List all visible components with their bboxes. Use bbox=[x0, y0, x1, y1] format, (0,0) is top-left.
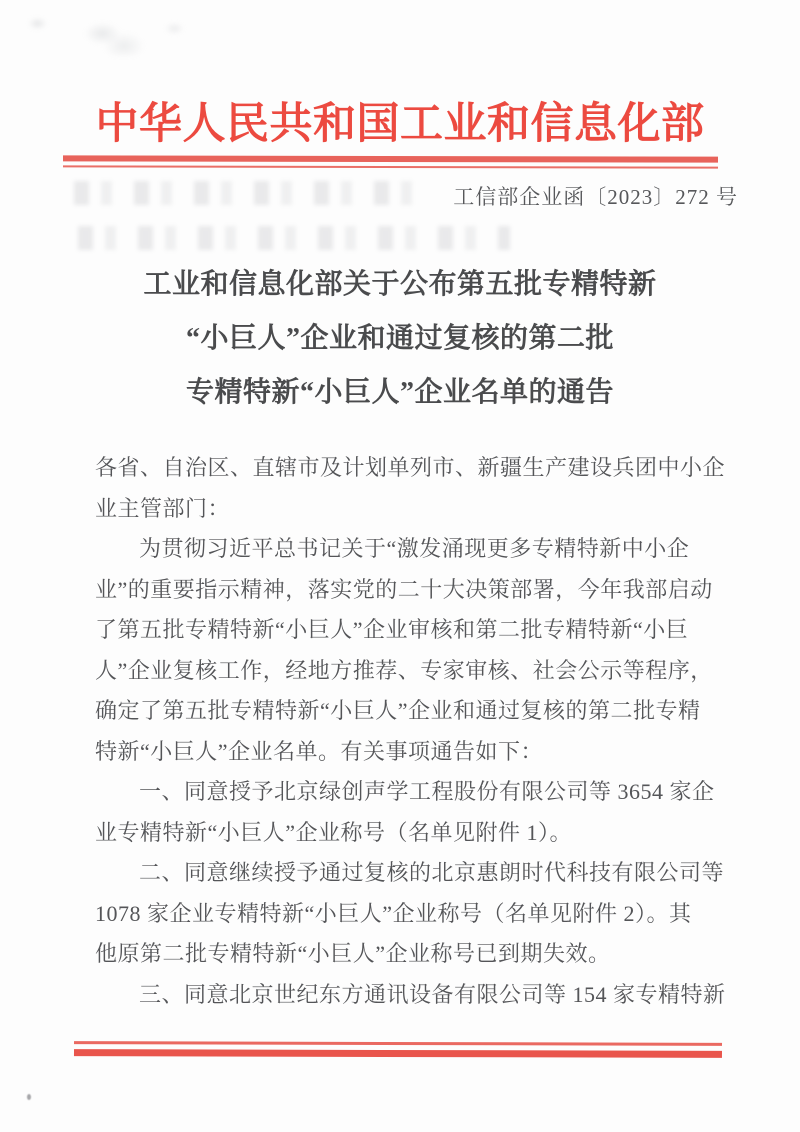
scan-speck-artifact bbox=[27, 1094, 31, 1100]
ministry-letterhead-title: 中华人民共和国工业和信息化部 bbox=[95, 101, 705, 148]
document-title bbox=[0, 258, 800, 420]
body-line: 特新“小巨人”企业名单。有关事项通告如下： bbox=[95, 738, 544, 764]
bleed-through-text-artifact bbox=[78, 226, 510, 250]
body-line: 三、同意北京世纪东方通讯设备有限公司等 154 家专精特新 bbox=[139, 981, 726, 1007]
bleed-through-text-artifact bbox=[74, 181, 420, 205]
body-line: 确定了第五批专精特新“小巨人”企业和通过复核的第二批专精 bbox=[95, 698, 701, 723]
rule-thick-bar bbox=[74, 1049, 722, 1058]
document-title-line: 专精特新“小巨人”企业名单的通告 bbox=[185, 377, 614, 408]
footer-double-rule bbox=[74, 1041, 722, 1057]
body-line: 为贯彻习近平总书记关于“激发涌现更多专精特新中小企 bbox=[139, 536, 690, 561]
document-body bbox=[95, 448, 740, 1015]
document-title-line: 工业和信息化部关于公布第五批专精特新 bbox=[143, 269, 657, 300]
body-line: 了第五批专精特新“小巨人”企业审核和第二批专精特新“小巨 bbox=[95, 617, 689, 642]
body-line: 二、同意继续授予通过复核的北京惠朗时代科技有限公司等 bbox=[139, 860, 725, 885]
body-line: 业专精特新“小巨人”企业称号（名单见附件 1）。 bbox=[95, 819, 573, 845]
body-line: 各省、自治区、直辖市及计划单列市、新疆生产建设兵团中小企 bbox=[95, 455, 726, 480]
body-line: 业”的重要指示精神，落实党的二十大决策部署，今年我部启动 bbox=[95, 576, 713, 602]
body-line: 他原第二批专精特新“小巨人”企业称号已到期失效。 bbox=[95, 941, 611, 966]
rule-thin-bar bbox=[63, 165, 718, 168]
body-line: 1078 家企业专精特新“小巨人”企业称号（名单见附件 2）。其 bbox=[95, 900, 692, 926]
body-line: 人”企业复核工作，经地方推荐、专家审核、社会公示等程序， bbox=[95, 657, 713, 683]
letterhead-double-rule bbox=[63, 155, 718, 168]
scan-smudge-artifact bbox=[16, 6, 196, 56]
body-line: 业主管部门： bbox=[95, 495, 231, 521]
document-title-line: “小巨人”企业和通过复核的第二批 bbox=[185, 323, 614, 354]
document-reference-number: 工信部企业函〔2023〕272 号 bbox=[453, 185, 738, 209]
body-line: 一、同意授予北京绿创声学工程股份有限公司等 3654 家企 bbox=[139, 779, 715, 804]
